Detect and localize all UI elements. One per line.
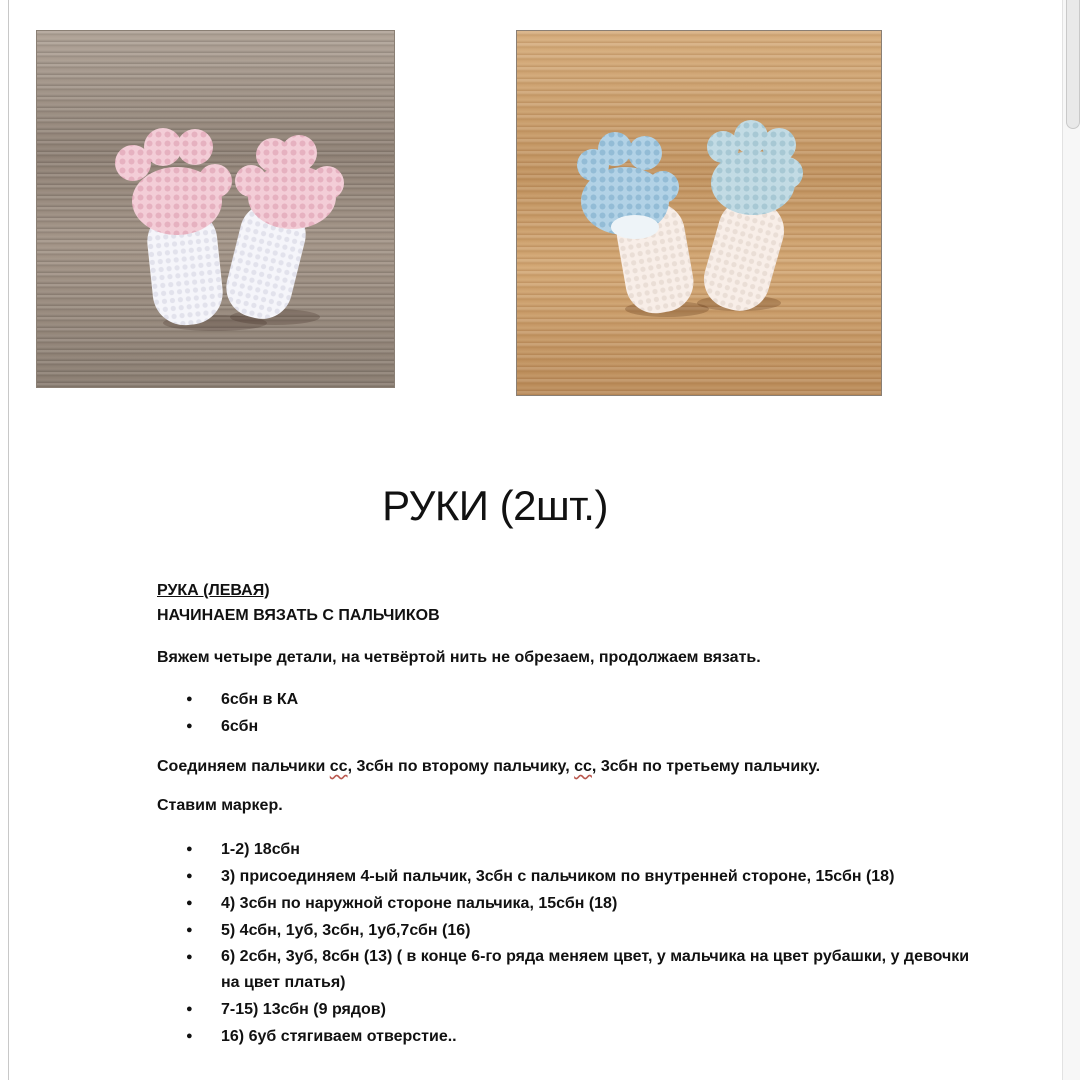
list-item: ● 7-15) 13сбн (9 рядов) bbox=[186, 996, 986, 1023]
list-item: ● 4) 3сбн по наружной стороне пальчика, 15сбн (18) bbox=[186, 890, 986, 917]
document-title: РУКИ (2шт.) bbox=[382, 482, 608, 529]
section-heading: РУКА (ЛЕВАЯ) bbox=[157, 582, 270, 599]
vertical-scrollbar[interactable] bbox=[1062, 0, 1080, 1080]
photo-pink-hands bbox=[36, 30, 395, 388]
join-text-2: , 3сбн по второму пальчику, bbox=[347, 758, 575, 775]
join-paragraph bbox=[157, 758, 820, 776]
spellcheck-word: сс bbox=[329, 758, 348, 775]
join-text-1: Соединяем пальчики bbox=[157, 758, 330, 775]
pink-palm-left bbox=[115, 128, 232, 235]
marker-paragraph: Ставим маркер. bbox=[157, 797, 283, 814]
sub-heading: НАЧИНАЕМ ВЯЗАТЬ С ПАЛЬЧИКОВ bbox=[157, 607, 440, 624]
list-item: ● 16) 6уб стягиваем отверстие.. bbox=[186, 1023, 986, 1050]
page-left-edge bbox=[8, 0, 9, 1080]
list-item: ● 6сбн bbox=[186, 713, 298, 740]
list-item: ● 5) 4сбн, 1уб, 3сбн, 1уб,7сбн (16) bbox=[186, 917, 986, 944]
blue-palm-right bbox=[707, 120, 803, 215]
list-item: ● 1-2) 18сбн bbox=[186, 836, 986, 863]
rows-list bbox=[186, 836, 986, 1050]
scrollbar-thumb[interactable] bbox=[1066, 0, 1080, 129]
intro-paragraph: Вяжем четыре детали, на четвёртой нить не обрезаем, продолжаем вязать. bbox=[157, 649, 761, 666]
spellcheck-word: сс bbox=[574, 758, 592, 775]
list-item: ● 6сбн в КА bbox=[186, 686, 298, 713]
finger-steps-list bbox=[186, 686, 298, 740]
photo-blue-hands bbox=[516, 30, 882, 396]
list-item: ● 3) присоединяем 4-ый пальчик, 3сбн с пальчиком по внутренней стороне, 15сбн (18) bbox=[186, 863, 986, 890]
join-text-3: , 3сбн по третьему пальчику. bbox=[591, 758, 821, 775]
list-item: ● 6) 2сбн, 3уб, 8сбн (13) ( в конце 6-го ряда меняем цвет, у мальчика на цвет рубашки, у девочки на цвет платья) bbox=[186, 944, 986, 996]
